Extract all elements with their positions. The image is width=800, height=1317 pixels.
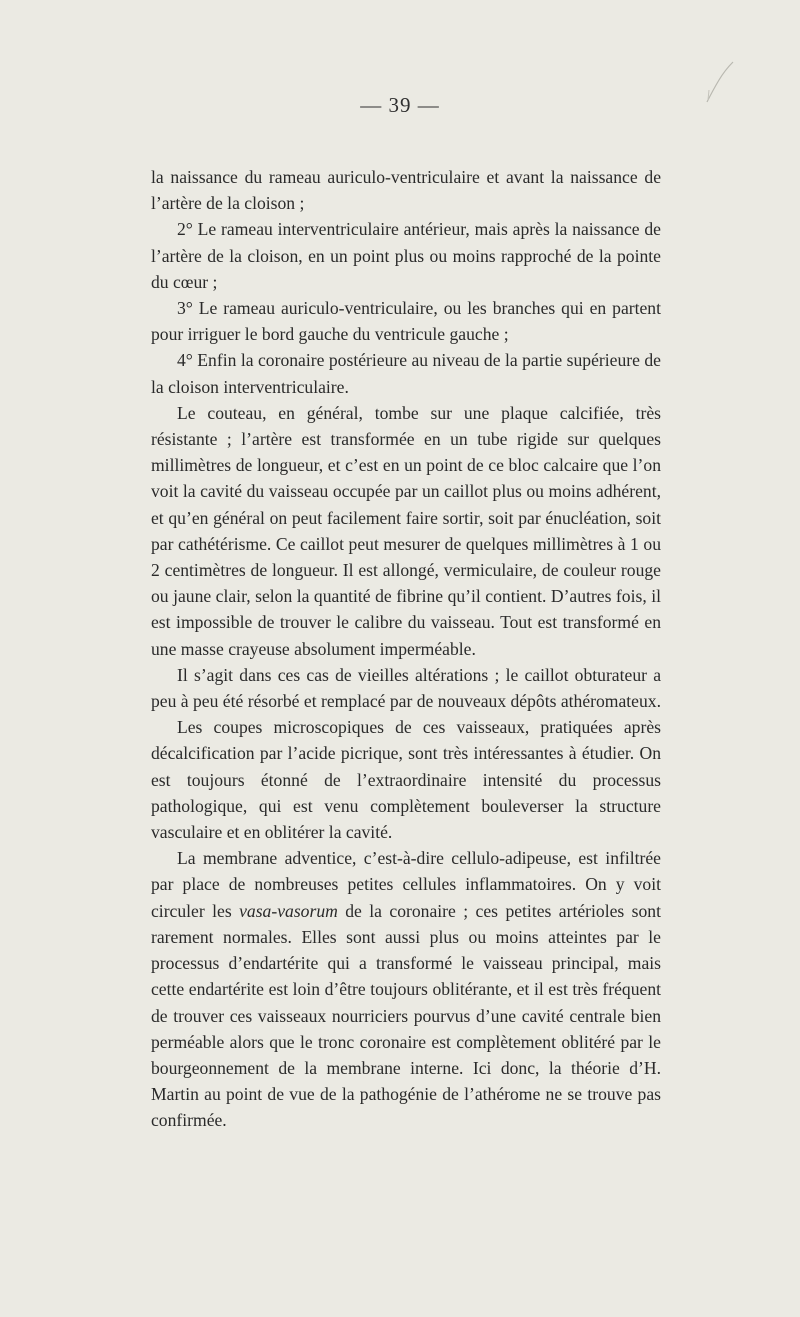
paragraph: la naissance du rameau auriculo-ventriculaire et avant la naissance de l’artère de la cloison ; — [151, 167, 661, 214]
paragraph: 3° Le rameau auriculo-ventriculaire, ou les branches qui en partent pour irriguer le bord gauche du ventricule gauche ; — [151, 298, 661, 345]
paragraph — [151, 845, 661, 1133]
italic-term: vasa-vasorum — [239, 900, 338, 921]
paragraph-text: La membrane adventice, c’est-à-dire cellulo-adipeuse, est infiltrée par place de nombreuses petites cellules inflammatoires. On y voit circuler les — [151, 848, 661, 921]
paragraph: Le couteau, en général, tombe sur une plaque calcifiée, très résistante ; l’artère est transformée en un tube rigide sur quelques millimètres de longueur, et c’est en un point de ce bloc calcaire que l’on voit la cavité du vaisseau occupée par un caillot plus ou moins adhérent, et qu’en général on peut facilement faire sortir, soit par énucléation, soit par cathétérisme. Ce caillot peut mesurer de quelques millimètres à 1 ou 2 centimètres de longueur. Il est allongé, vermiculaire, de couleur rouge ou jaune clair, selon la quantité de fibrine qu’il contient. D’autres fois, il est impossible de trouver le calibre du vaisseau. Tout est transformé en une masse crayeuse absolument imperméable. — [151, 402, 661, 659]
paragraph: 4° Enfin la coronaire postérieure au niveau de la partie supérieure de la cloison interventriculaire. — [151, 350, 661, 397]
paragraph: Il s’agit dans ces cas de vieilles altérations ; le caillot obturateur a peu à peu été résorbé et remplacé par de nouveaux dépôts athéromateux. — [151, 664, 661, 712]
paragraph: 2° Le rameau interventriculaire antérieur, mais après la naissance de l’artère de la cloison, en un point plus ou moins rapproché de la pointe du cœur ; — [151, 219, 661, 292]
paragraph: Les coupes microscopiques de ces vaisseaux, pratiquées après décalcification par l’acide picrique, sont très intéressantes à étudier. On est toujours étonné de l’extraordinaire intensité du processus pathologique, qui est venu complètement bouleverser la structure vasculaire et en oblitérer la cavité. — [151, 717, 661, 843]
body-text — [151, 164, 661, 1134]
page-number: — 39 — — [360, 93, 440, 117]
paragraph-text: de la coronaire ; ces petites artérioles sont rarement normales. Elles sont aussi plus ou moins atteintes par le processus d’endartérite qui a transformé le vaisseau principal, mais cette endartérite est loin d’être toujours oblitérante, et il est très fréquent de trouver ces vaisseaux nourriciers pourvus d’une cavité centrale bien perméable alors que le tronc coronaire est complètement oblitéré par le bourgeonnement de la membrane interne. Ici donc, la théorie d’H. Martin au point de vue de la pathogénie de l’athérome ne se trouve pas confirmée. — [151, 900, 661, 1131]
